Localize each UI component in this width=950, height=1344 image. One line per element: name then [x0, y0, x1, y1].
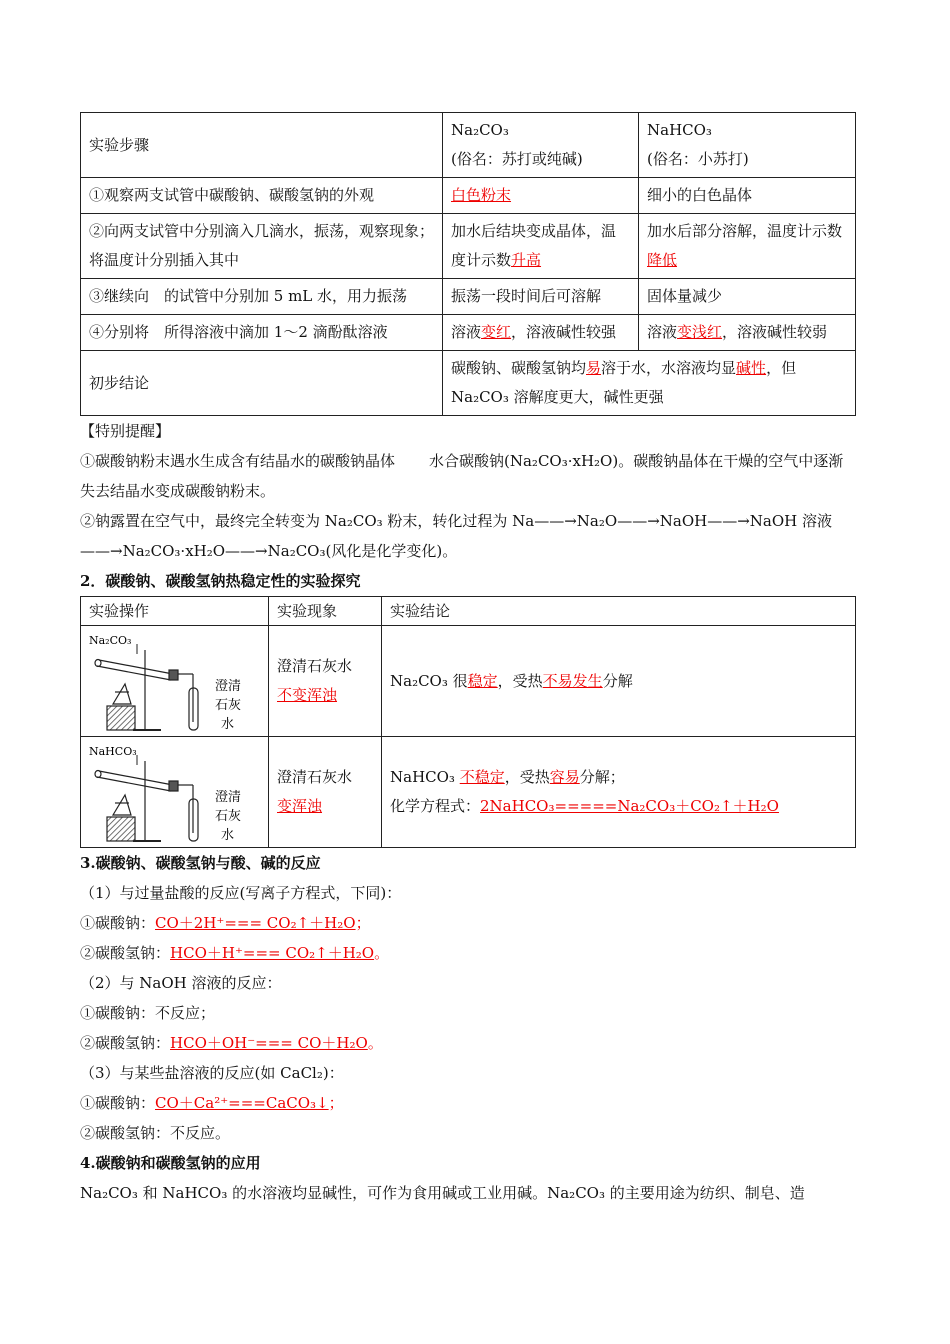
nahco3-alias: (俗名：小苏打)	[647, 150, 749, 168]
reaction-line: ②碳酸氢钠：HCO＋H⁺=== CO₂↑＋H₂O。	[80, 944, 390, 962]
reminder-paragraph-2: ②钠露置在空气中，最终完全转变为 Na₂CO₃ 粉末，转化过程为 Na——→Na₂O——→NaOH——→NaOH 溶液——→Na₂CO₃·xH₂O——→Na₂CO₃(风化是化学变化)。	[80, 512, 832, 560]
table-row	[81, 113, 856, 178]
table-row	[81, 178, 856, 214]
apparatus-cell	[81, 626, 269, 737]
conclusion-label: 初步结论	[81, 351, 443, 416]
reminder-title: 【特别提醒】	[80, 422, 171, 440]
conclusion-cell: Na₂CO₃ 很稳定，受热不易发生分解	[382, 626, 856, 737]
chemical-equation: 2NaHCO₃=====Na₂CO₃＋CO₂↑＋H₂O	[480, 797, 779, 815]
table-row	[81, 626, 856, 737]
answer-blank: 白色粉末	[451, 186, 512, 204]
na2co3-observation: 加水后结块变成晶体，温度计示数升高	[443, 214, 639, 279]
section4-paragraph: Na₂CO₃ 和 NaHCO₃ 的水溶液均显碱性，可作为食用碱或工业用碱。Na₂CO₃ 的主要用途为纺织、制皂、造	[80, 1184, 805, 1202]
table-row	[81, 597, 856, 626]
header-operation: 实验操作	[81, 597, 269, 626]
answer-blank: 升高	[511, 251, 542, 269]
step-text: ②向两支试管中分别滴入几滴水，振荡，观察现象；将温度计分别插入其中	[81, 214, 443, 279]
reaction-line: ②碳酸氢钠：HCO＋OH⁻=== CO＋H₂O。	[80, 1034, 383, 1052]
table-row	[81, 279, 856, 315]
reaction-line: ①碳酸钠：不反应；	[80, 1004, 216, 1022]
table-header-na2co3	[443, 113, 639, 178]
answer-blank: 变浅红	[677, 323, 723, 341]
na2co3-formula: Na₂CO₃	[451, 121, 509, 139]
ionic-equation: CO＋2H⁺=== CO₂↑＋H₂O	[155, 914, 356, 932]
nahco3-observation: 固体量减少	[639, 279, 856, 315]
table-header-step: 实验步骤	[81, 113, 443, 178]
reaction-line: ①碳酸钠：CO＋2H⁺=== CO₂↑＋H₂O；	[80, 914, 371, 932]
apparatus-label: Na₂CO₃	[89, 634, 132, 647]
phenomenon-cell: 澄清石灰水 不变浑浊	[269, 626, 382, 737]
answer-blank: 不变浑浊	[277, 686, 338, 704]
table-row	[81, 315, 856, 351]
phenomenon-cell: 澄清石灰水 变浑浊	[269, 737, 382, 848]
ionic-equation: HCO＋H⁺=== CO₂↑＋H₂O	[170, 944, 375, 962]
section3-sub3: （3）与某些盐溶液的反应(如 CaCl₂)：	[80, 1064, 344, 1082]
side-label: 石灰	[215, 809, 242, 824]
header-phenomenon: 实验现象	[269, 597, 382, 626]
document-page	[80, 112, 855, 1208]
reminder-paragraph-1: ①碳酸钠粉末遇水生成含有结晶水的碳酸钠晶体 水合碳酸钠(Na₂CO₃·xH₂O)。碳酸钠晶体在干燥的空气中逐渐失去结晶水变成碳酸钠粉末。	[80, 452, 844, 500]
side-label: 水	[221, 828, 235, 843]
section4-title: 4.碳酸钠和碳酸氢钠的应用	[80, 1154, 261, 1172]
table-row	[81, 737, 856, 848]
side-label: 澄清	[215, 790, 242, 805]
step-text: ④分别将 所得溶液中滴加 1～2 滴酚酞溶液	[81, 315, 443, 351]
ionic-equation: CO＋Ca²⁺===CaCO₃↓	[155, 1094, 329, 1112]
heating-apparatus-diagram	[85, 630, 255, 738]
step-text: ①观察两支试管中碳酸钠、碳酸氢钠的外观	[81, 178, 443, 214]
conclusion-text: 碳酸钠、碳酸氢钠均易溶于水，水溶液均显碱性，但 Na₂CO₃ 溶解度更大，碱性更强	[443, 351, 856, 416]
table-row	[81, 351, 856, 416]
side-label: 石灰	[215, 698, 242, 713]
comparison-table	[80, 112, 856, 416]
table-row	[81, 214, 856, 279]
side-label: 澄清	[215, 679, 242, 694]
na2co3-observation: 振荡一段时间后可溶解	[443, 279, 639, 315]
heating-apparatus-diagram	[85, 741, 255, 849]
step-text: ③继续向 的试管中分别加 5 mL 水，用力振荡	[81, 279, 443, 315]
table-header-nahco3	[639, 113, 856, 178]
nahco3-observation: 细小的白色晶体	[639, 178, 856, 214]
answer-blank: 不易发生	[542, 671, 603, 690]
answer-blank: 易	[586, 359, 602, 377]
answer-blank: 降低	[647, 251, 678, 269]
section3-sub1: （1）与过量盐酸的反应(写离子方程式，下同)：	[80, 884, 402, 902]
reaction-line: ②碳酸氢钠：不反应。	[80, 1124, 231, 1142]
header-conclusion: 实验结论	[382, 597, 856, 626]
reaction-line: ①碳酸钠：CO＋Ca²⁺===CaCO₃↓；	[80, 1094, 344, 1112]
apparatus-label: NaHCO₃	[89, 745, 137, 758]
section3-title: 3.碳酸钠、碳酸氢钠与酸、碱的反应	[80, 854, 321, 872]
answer-blank: 变浑浊	[277, 797, 323, 815]
answer-blank: 碱性	[736, 359, 767, 377]
answer-blank: 容易	[549, 768, 580, 786]
nahco3-observation: 加水后部分溶解，温度计示数降低	[639, 214, 856, 279]
ionic-equation: HCO＋OH⁻=== CO＋H₂O	[170, 1034, 368, 1052]
na2co3-observation	[443, 178, 639, 214]
answer-blank: 变红	[481, 323, 512, 341]
conclusion-cell: NaHCO₃ 不稳定，受热容易分解； 化学方程式：2NaHCO₃=====Na₂CO₃＋CO₂↑＋H₂O	[382, 737, 856, 848]
thermal-stability-table	[80, 596, 856, 848]
na2co3-alias: (俗名：苏打或纯碱)	[451, 150, 583, 168]
na2co3-observation: 溶液变红，溶液碱性较强	[443, 315, 639, 351]
answer-blank: 不稳定	[459, 768, 505, 786]
section2-title: 2．碳酸钠、碳酸氢钠热稳定性的实验探究	[80, 572, 361, 590]
side-label: 水	[221, 717, 235, 732]
apparatus-cell	[81, 737, 269, 848]
nahco3-observation: 溶液变浅红，溶液碱性较弱	[639, 315, 856, 351]
answer-blank: 稳定	[467, 671, 498, 690]
section3-sub2: （2）与 NaOH 溶液的反应：	[80, 974, 282, 992]
nahco3-formula: NaHCO₃	[647, 121, 712, 139]
